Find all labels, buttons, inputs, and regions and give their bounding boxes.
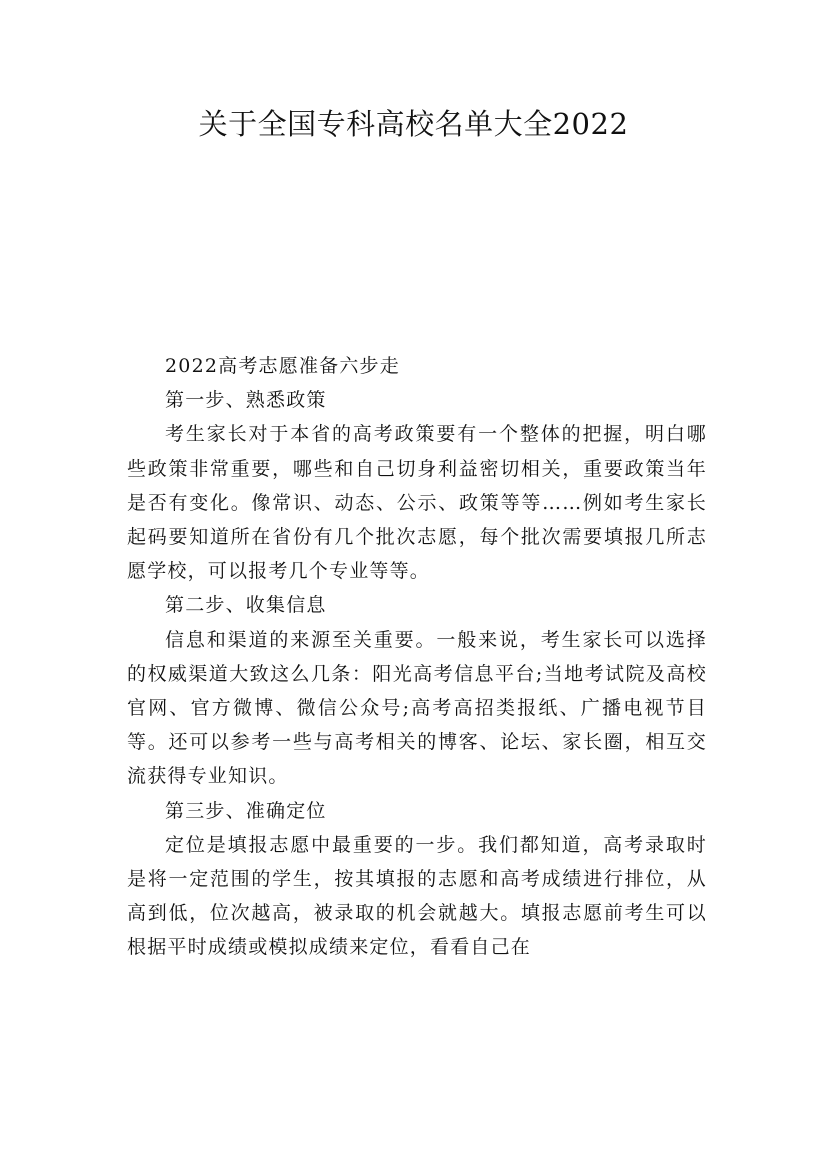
document-title: 关于全国专科高校名单大全2022 — [198, 107, 629, 141]
section-heading-intro: 2022高考志愿准备六步走 — [165, 355, 400, 377]
step-heading-1: 第一步、熟悉政策 — [165, 389, 327, 412]
paragraph-step-1: 考生家长对于本省的高考政策要有一个整体的把握，明白哪些政策非常重要，哪些和自己切身利益密切相关，重要政策当年是否有变化。像常识、动态、公示、政策等等……例如考生家长起码要知道所在省份有几个批次志愿，每个批次需要填报几所志愿学校，可以报考几个专业等等。 — [127, 423, 707, 583]
step-heading-3: 第三步、准确定位 — [165, 799, 327, 822]
paragraph-step-3: 定位是填报志愿中最重要的一步。我们都知道，高考录取时是将一定范围的学生，按其填报的志愿和高考成绩进行排位，从高到低，位次越高，被录取的机会就越大。填报志愿前考生可以根据平时成绩或模拟成绩来定位，看看自己在 — [127, 833, 707, 959]
paragraph-step-2: 信息和渠道的来源至关重要。一般来说，考生家长可以选择的权威渠道大致这么几条：阳光高考信息平台;当地考试院及高校官网、官方微博、微信公众号;高考高招类报纸、广播电视节目等。还可以参考一些与高考相关的博客、论坛、家长圈，相互交流获得专业知识。 — [127, 628, 707, 788]
document-body — [127, 349, 707, 965]
step-heading-2: 第二步、收集信息 — [165, 594, 327, 617]
